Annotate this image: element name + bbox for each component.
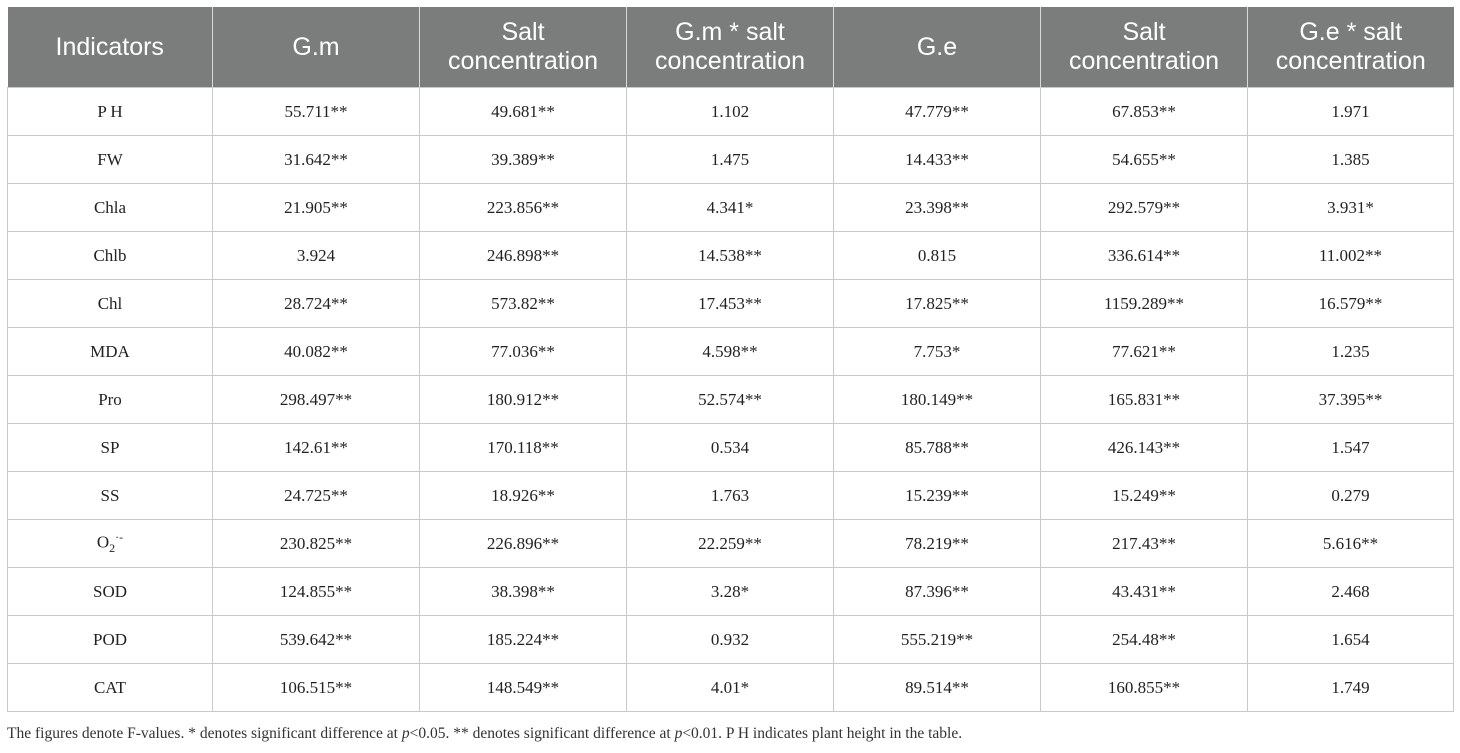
value-cell: 185.224** xyxy=(420,616,627,664)
value-cell: 0.534 xyxy=(627,424,834,472)
value-cell: 170.118** xyxy=(420,424,627,472)
footnote-p1: p xyxy=(401,725,410,742)
table-row xyxy=(8,376,1454,424)
value-cell: 217.43** xyxy=(1041,520,1248,568)
value-cell: 67.853** xyxy=(1041,88,1248,136)
indicator-cell: Pro xyxy=(8,376,213,424)
indicator-cell: SS xyxy=(8,472,213,520)
table-body xyxy=(8,88,1454,712)
value-cell: 3.28* xyxy=(627,568,834,616)
indicator-cell: CAT xyxy=(8,664,213,712)
value-cell: 31.642** xyxy=(213,136,420,184)
value-cell: 555.219** xyxy=(834,616,1041,664)
footnote-part2: <0.05. ** denotes significant difference at xyxy=(409,725,675,742)
value-cell: 14.433** xyxy=(834,136,1041,184)
value-cell: 0.932 xyxy=(627,616,834,664)
value-cell: 24.725** xyxy=(213,472,420,520)
value-cell: 28.724** xyxy=(213,280,420,328)
table-row xyxy=(8,232,1454,280)
value-cell: 15.239** xyxy=(834,472,1041,520)
value-cell: 15.249** xyxy=(1041,472,1248,520)
value-cell: 539.642** xyxy=(213,616,420,664)
header-salt-concentration-1: Salt concentration xyxy=(420,7,627,88)
value-cell: 5.616** xyxy=(1248,520,1454,568)
value-cell: 4.598** xyxy=(627,328,834,376)
header-ge: G.e xyxy=(834,7,1041,88)
value-cell: 180.149** xyxy=(834,376,1041,424)
value-cell: 22.259** xyxy=(627,520,834,568)
value-cell: 1.749 xyxy=(1248,664,1454,712)
table-row xyxy=(8,664,1454,712)
value-cell: 298.497** xyxy=(213,376,420,424)
value-cell: 1.475 xyxy=(627,136,834,184)
value-cell: 254.48** xyxy=(1041,616,1248,664)
value-cell: 87.396** xyxy=(834,568,1041,616)
value-cell: 1.971 xyxy=(1248,88,1454,136)
value-cell: 7.753* xyxy=(834,328,1041,376)
value-cell: 38.398** xyxy=(420,568,627,616)
value-cell: 4.01* xyxy=(627,664,834,712)
value-cell: 17.825** xyxy=(834,280,1041,328)
value-cell: 426.143** xyxy=(1041,424,1248,472)
anova-table xyxy=(7,7,1454,712)
header-salt-concentration-2: Salt concentration xyxy=(1041,7,1248,88)
value-cell: 160.855** xyxy=(1041,664,1248,712)
header-gm-salt-interaction: G.m * salt concentration xyxy=(627,7,834,88)
value-cell: 1.385 xyxy=(1248,136,1454,184)
value-cell: 11.002** xyxy=(1248,232,1454,280)
value-cell: 18.926** xyxy=(420,472,627,520)
indicator-cell: POD xyxy=(8,616,213,664)
value-cell: 2.468 xyxy=(1248,568,1454,616)
indicator-cell: Chlb xyxy=(8,232,213,280)
value-cell: 223.856** xyxy=(420,184,627,232)
value-cell: 54.655** xyxy=(1041,136,1248,184)
indicator-cell: FW xyxy=(8,136,213,184)
value-cell: 1159.289** xyxy=(1041,280,1248,328)
table-row xyxy=(8,136,1454,184)
table-row xyxy=(8,88,1454,136)
indicator-subscript: 2 xyxy=(109,541,116,556)
table-row xyxy=(8,184,1454,232)
indicator-cell: Chl xyxy=(8,280,213,328)
indicator-cell: SP xyxy=(8,424,213,472)
indicator-cell: SOD xyxy=(8,568,213,616)
value-cell: 43.431** xyxy=(1041,568,1248,616)
value-cell: 40.082** xyxy=(213,328,420,376)
header-ge-salt-interaction: G.e * salt concentration xyxy=(1248,7,1454,88)
indicator-superscript: ·- xyxy=(115,530,124,545)
value-cell: 89.514** xyxy=(834,664,1041,712)
value-cell: 165.831** xyxy=(1041,376,1248,424)
table-row xyxy=(8,568,1454,616)
value-cell: 52.574** xyxy=(627,376,834,424)
value-cell: 23.398** xyxy=(834,184,1041,232)
table-header xyxy=(8,7,1454,88)
value-cell: 180.912** xyxy=(420,376,627,424)
value-cell: 142.61** xyxy=(213,424,420,472)
value-cell: 21.905** xyxy=(213,184,420,232)
value-cell: 1.654 xyxy=(1248,616,1454,664)
value-cell: 4.341* xyxy=(627,184,834,232)
value-cell: 85.788** xyxy=(834,424,1041,472)
table-row xyxy=(8,328,1454,376)
anova-table-container xyxy=(7,7,1453,712)
footnote-part1: The figures denote F-values. * denotes significant difference at xyxy=(7,725,402,742)
header-row xyxy=(8,7,1454,88)
value-cell: 1.547 xyxy=(1248,424,1454,472)
table-footnote xyxy=(7,725,1453,743)
indicator-cell: P H xyxy=(8,88,213,136)
value-cell: 78.219** xyxy=(834,520,1041,568)
value-cell: 0.815 xyxy=(834,232,1041,280)
value-cell: 55.711** xyxy=(213,88,420,136)
footnote-part3: <0.01. P H indicates plant height in the table. xyxy=(682,725,963,742)
value-cell: 77.036** xyxy=(420,328,627,376)
header-indicators: Indicators xyxy=(8,7,213,88)
value-cell: 1.763 xyxy=(627,472,834,520)
value-cell: 148.549** xyxy=(420,664,627,712)
header-gm: G.m xyxy=(213,7,420,88)
value-cell: 226.896** xyxy=(420,520,627,568)
value-cell: 1.235 xyxy=(1248,328,1454,376)
value-cell: 230.825** xyxy=(213,520,420,568)
value-cell: 336.614** xyxy=(1041,232,1248,280)
value-cell: 246.898** xyxy=(420,232,627,280)
value-cell: 3.931* xyxy=(1248,184,1454,232)
table-row xyxy=(8,520,1454,568)
indicator-cell: Chla xyxy=(8,184,213,232)
value-cell: 573.82** xyxy=(420,280,627,328)
value-cell: 3.924 xyxy=(213,232,420,280)
value-cell: 47.779** xyxy=(834,88,1041,136)
value-cell: 77.621** xyxy=(1041,328,1248,376)
value-cell: 37.395** xyxy=(1248,376,1454,424)
value-cell: 49.681** xyxy=(420,88,627,136)
table-row xyxy=(8,472,1454,520)
value-cell: 124.855** xyxy=(213,568,420,616)
table-row xyxy=(8,280,1454,328)
footnote-p2: p xyxy=(674,725,683,742)
indicator-cell: MDA xyxy=(8,328,213,376)
indicator-cell xyxy=(8,520,213,568)
table-row xyxy=(8,424,1454,472)
value-cell: 17.453** xyxy=(627,280,834,328)
indicator-base: O xyxy=(96,533,110,553)
table-row xyxy=(8,616,1454,664)
value-cell: 0.279 xyxy=(1248,472,1454,520)
value-cell: 16.579** xyxy=(1248,280,1454,328)
value-cell: 14.538** xyxy=(627,232,834,280)
value-cell: 106.515** xyxy=(213,664,420,712)
value-cell: 39.389** xyxy=(420,136,627,184)
value-cell: 292.579** xyxy=(1041,184,1248,232)
value-cell: 1.102 xyxy=(627,88,834,136)
